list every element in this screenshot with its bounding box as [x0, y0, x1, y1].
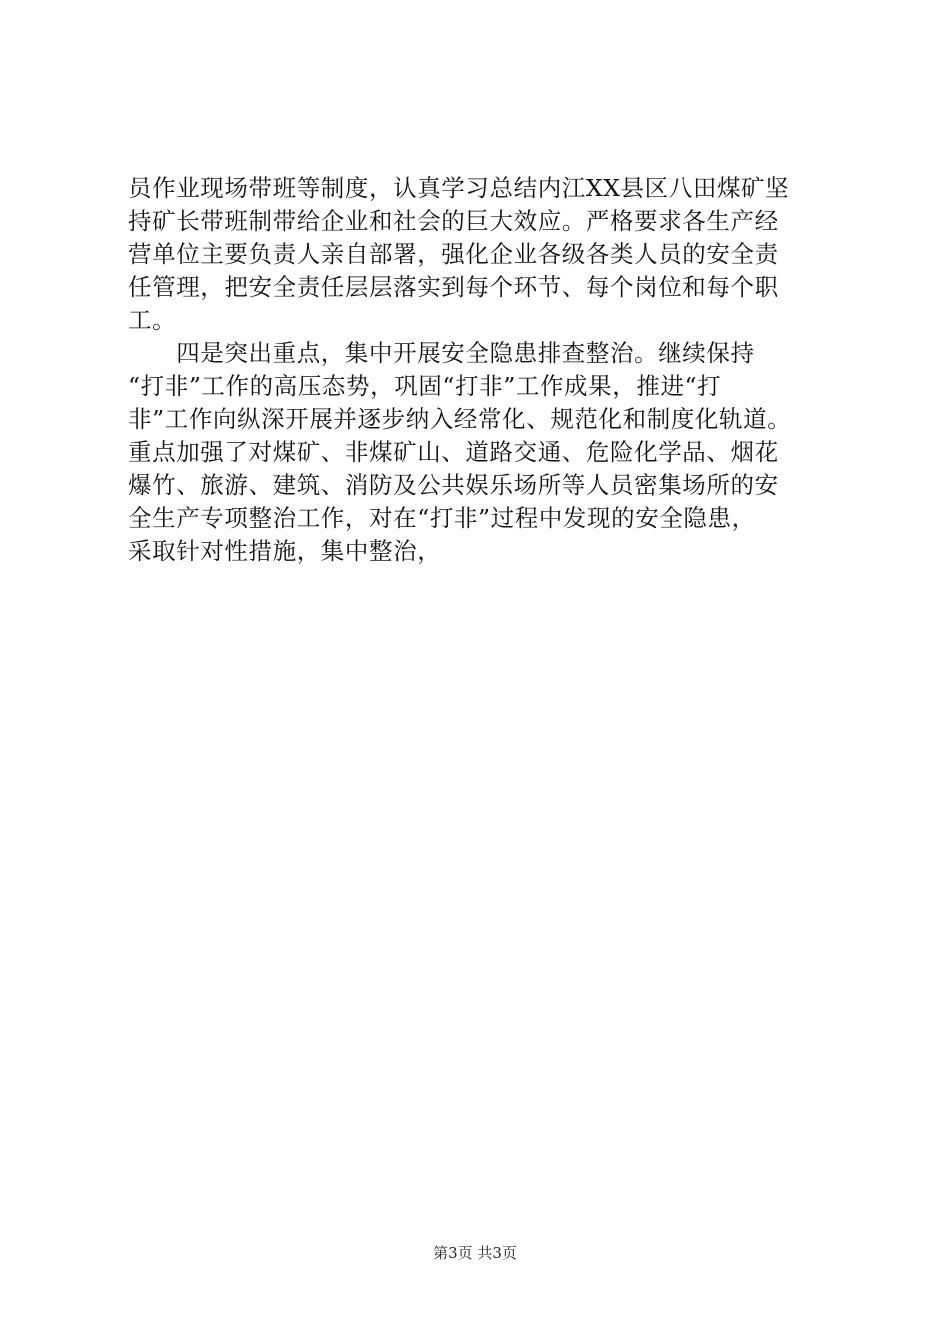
text-line: 爆竹、旅游、建筑、消防及公共娱乐场所等人员密集场所的安 — [128, 471, 779, 499]
text-line: 员作业现场带班等制度，认真学习总结内江XX县区八田煤矿坚 — [128, 174, 790, 202]
text-line: 任管理，把安全责任层层落实到每个环节、每个岗位和每个职 — [128, 273, 779, 301]
body-text — [128, 172, 848, 568]
text-line: “打非”工作的高压态势，巩固“打非”工作成果，推进“打 — [128, 372, 722, 400]
text-line: 营单位主要负责人亲自部署，强化企业各级各类人员的安全责 — [128, 240, 779, 268]
text-line: 非”工作向纵深开展并逐步纳入经常化、规范化和制度化轨道。 — [128, 405, 792, 433]
text-line: 全生产专项整治工作，对在“打非”过程中发现的安全隐患， — [128, 504, 756, 532]
text-line: 重点加强了对煤矿、非煤矿山、道路交通、危险化学品、烟花 — [128, 438, 779, 466]
page-number-footer: 第3页 共3页 — [433, 1244, 517, 1262]
text-line: 工。 — [128, 306, 177, 334]
text-line: 采取针对性措施，集中整治， — [128, 537, 442, 565]
text-line: 持矿长带班制带给企业和社会的巨大效应。严格要求各生产经 — [128, 207, 779, 235]
text-line: 四是突出重点，集中开展安全隐患排查整治。继续保持 — [128, 339, 755, 367]
